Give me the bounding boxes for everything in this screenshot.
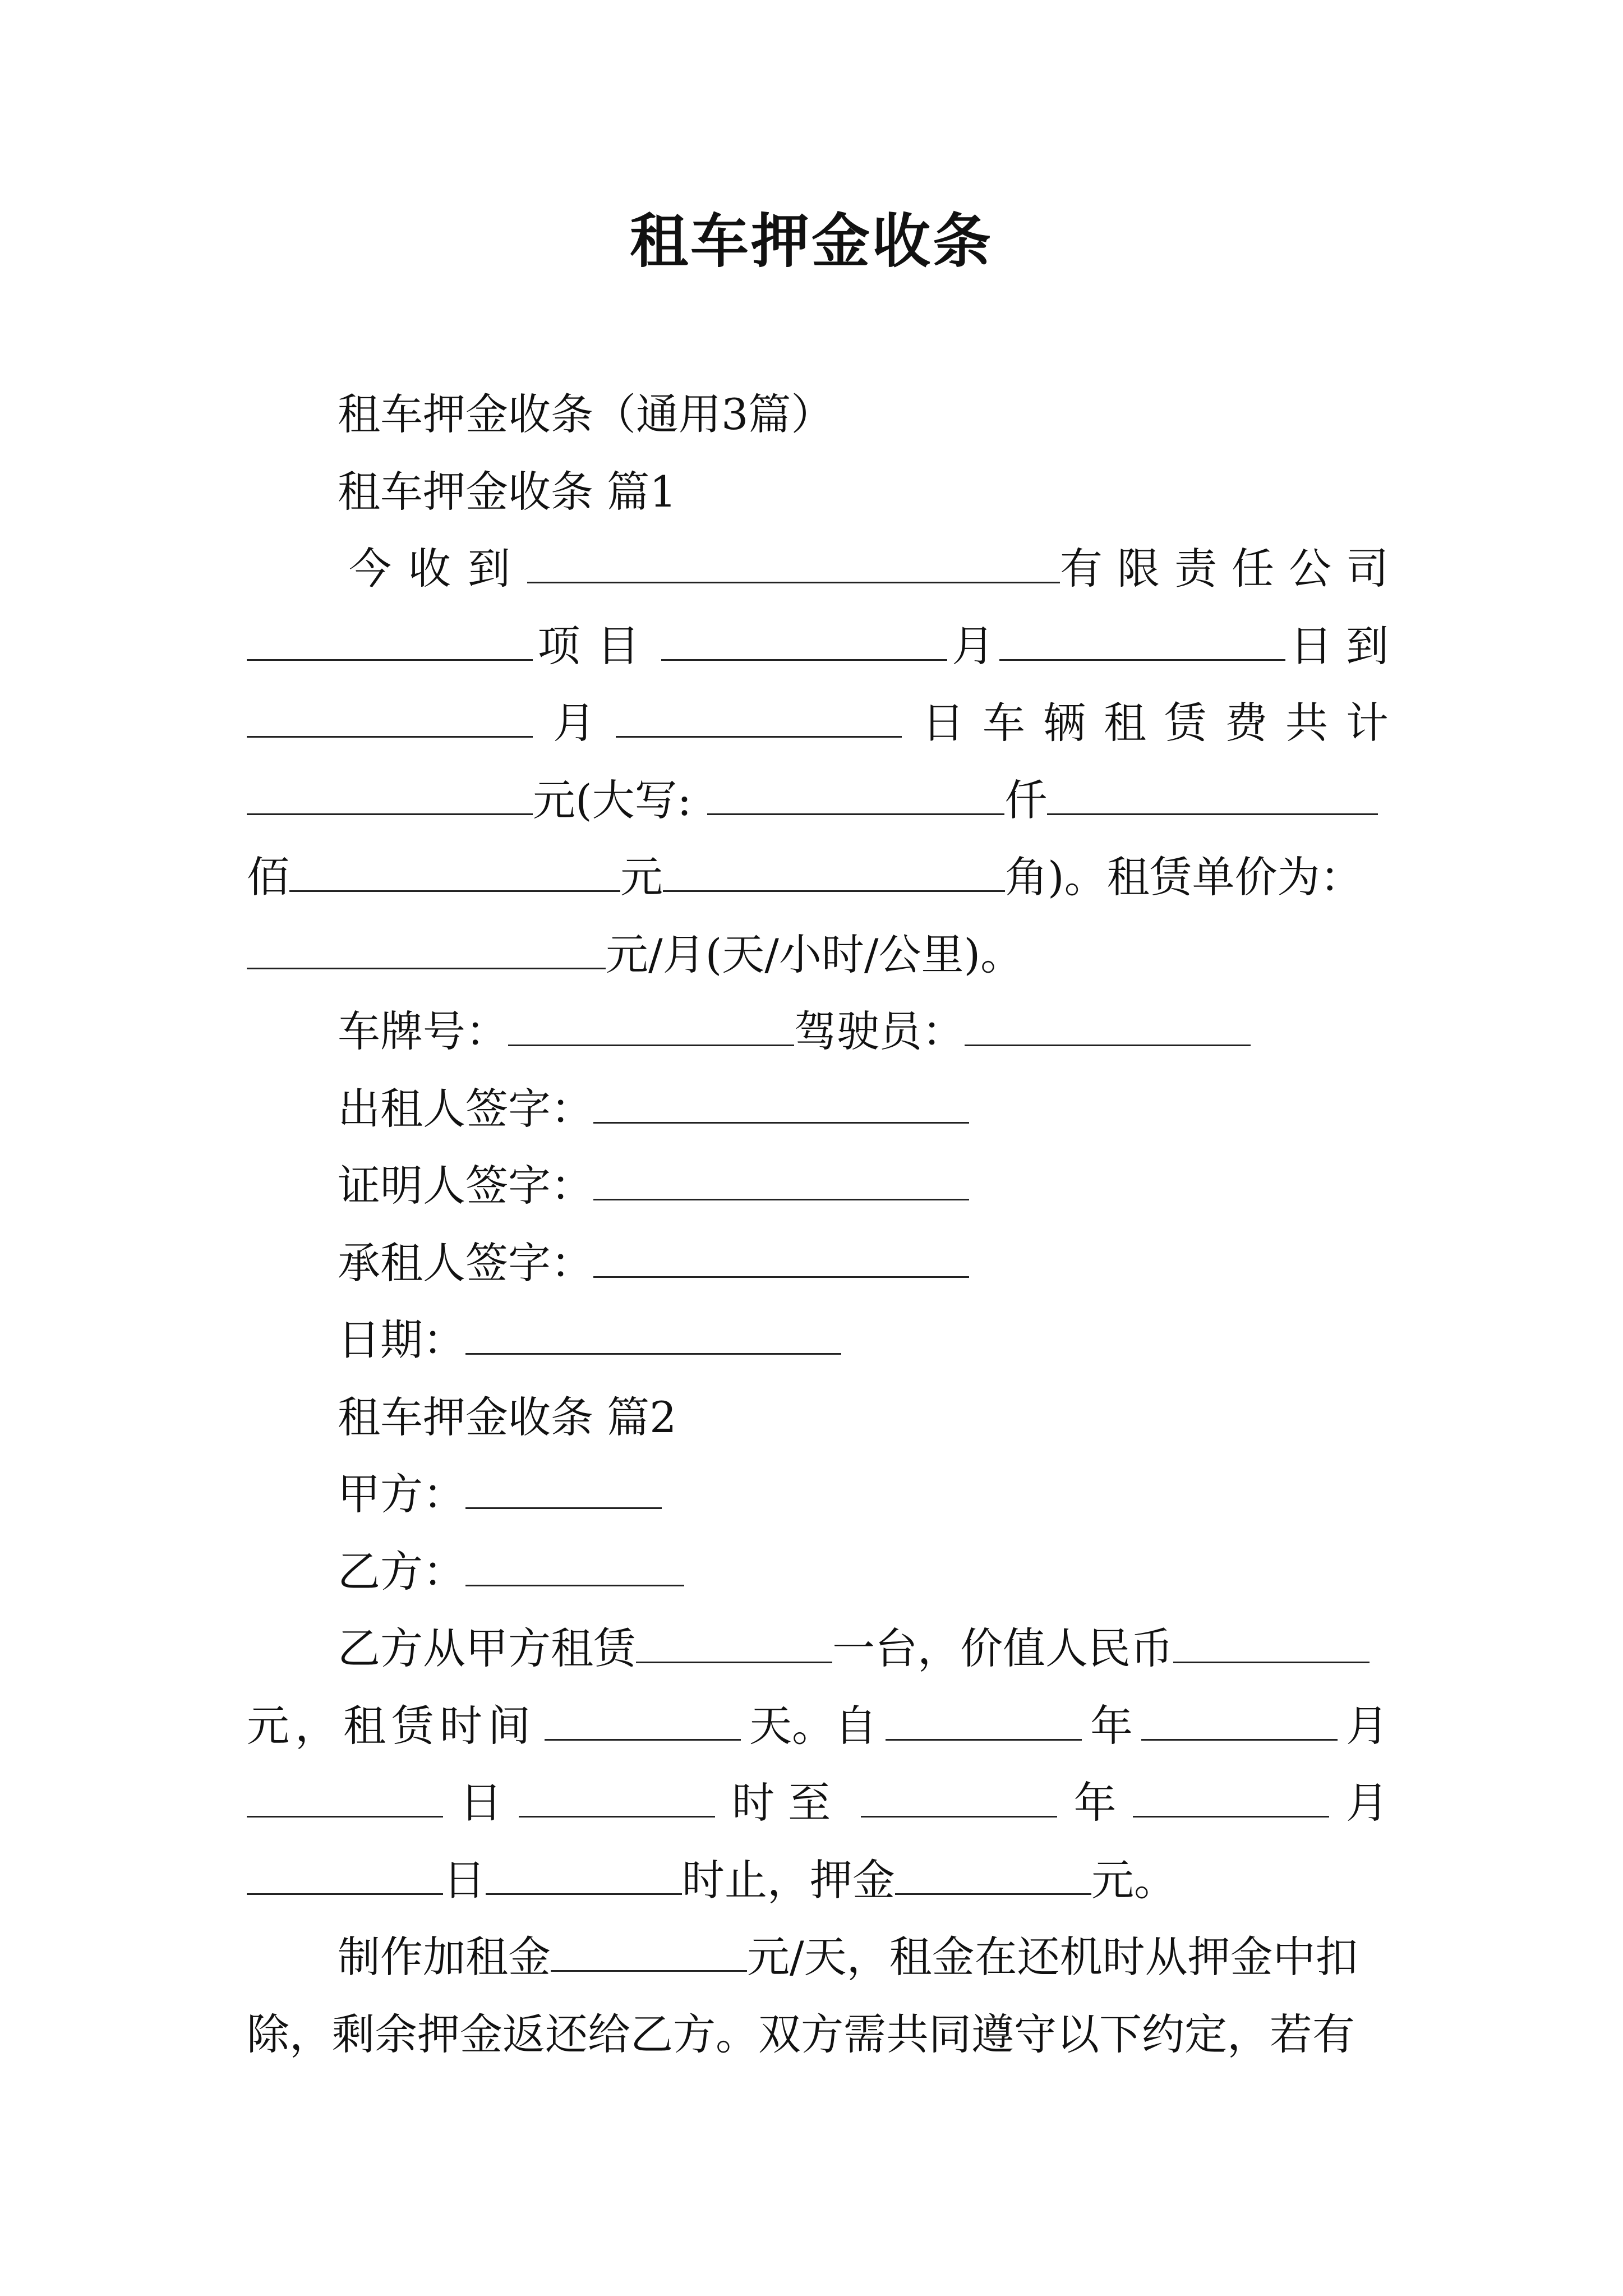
text: 月 — [1345, 1778, 1389, 1828]
qian-label: 仟 — [1004, 775, 1048, 825]
lessee-sign-label: 承租人签字： — [338, 1237, 593, 1288]
party-b-label: 乙方： — [338, 1546, 465, 1596]
party-a-label: 甲方： — [338, 1469, 465, 1519]
blank-field — [895, 1857, 1091, 1895]
text: 天。自 — [749, 1700, 877, 1751]
month-label: 月 — [553, 698, 596, 748]
lessee-sign-blank — [593, 1240, 969, 1278]
driver-blank — [965, 1009, 1251, 1046]
blank-field — [1173, 1626, 1370, 1663]
lessor-sign-label: 出租人签字： — [338, 1083, 593, 1134]
section-heading-1-text: 租车押金收条 篇1 — [338, 466, 677, 517]
yuan-daxie-label: 元(大写: — [533, 775, 692, 825]
blank-field — [999, 623, 1285, 661]
blank-field — [247, 623, 533, 661]
received-prefix: 今收到 — [349, 544, 527, 593]
paragraph-line — [247, 1687, 1389, 1765]
rental-fee-label: 日车辆租赁费共计 — [922, 698, 1407, 748]
blank-field — [636, 1626, 832, 1663]
text: 制作加租金 — [338, 1932, 551, 1982]
section-heading-1 — [247, 453, 1389, 531]
blank-field — [861, 1780, 1057, 1818]
blank-field — [247, 1857, 443, 1895]
witness-sign-label: 证明人签字： — [338, 1161, 593, 1211]
paragraph-line — [247, 762, 1389, 839]
section-heading-2 — [247, 1379, 1389, 1456]
text: 元，租赁时间 — [247, 1700, 536, 1751]
text: 时止，押金 — [682, 1855, 895, 1905]
blank-field — [616, 700, 902, 738]
text: 一台，价值人民币 — [832, 1623, 1173, 1673]
paragraph-line — [247, 1996, 1389, 2073]
blank-field — [247, 777, 533, 815]
section-heading-2-text: 租车押金收条 篇2 — [338, 1392, 677, 1442]
date-label: 日期： — [338, 1315, 465, 1365]
month-label: 月 — [952, 620, 995, 671]
text: 元/天，租金在还机时从押金中扣 — [747, 1932, 1358, 1982]
date-line — [247, 1301, 1389, 1379]
text: 元。 — [1091, 1855, 1177, 1905]
blank-field — [486, 1857, 682, 1895]
jiao-label: 角)。租赁单价为： — [1005, 852, 1363, 902]
text: 除，剩余押金返还给乙方。双方需共同遵守以下约定，若有 — [247, 2009, 1355, 2059]
unit-price-label: 元/月(天/小时/公里)。 — [606, 929, 1023, 979]
lessor-sign-line — [247, 1070, 1389, 1148]
lessor-sign-blank — [593, 1086, 969, 1124]
text: 年 — [1073, 1778, 1117, 1828]
paragraph-line — [247, 608, 1402, 685]
blank-field — [247, 932, 606, 969]
paragraph-line — [247, 1610, 1389, 1687]
party-b-blank — [465, 1549, 684, 1586]
project-label: 项目 — [537, 620, 657, 671]
yuan-label: 元 — [620, 852, 663, 902]
blank-field — [1141, 1703, 1338, 1741]
document-body — [247, 376, 1407, 2073]
blank-field — [1133, 1780, 1329, 1818]
day-to-label: 日到 — [1289, 620, 1402, 671]
party-a-blank — [465, 1471, 662, 1509]
text: 时至 — [732, 1778, 845, 1828]
text: 日 — [443, 1855, 486, 1905]
blank-field — [519, 1780, 715, 1818]
blank-field — [247, 700, 533, 738]
subtitle — [247, 376, 1389, 453]
paragraph-line — [247, 839, 1389, 916]
date-blank — [465, 1317, 841, 1355]
text: 年 — [1090, 1700, 1133, 1751]
party-a-line — [247, 1456, 1389, 1533]
plate-label: 车牌号： — [338, 1006, 508, 1056]
party-b-line — [247, 1533, 1389, 1611]
company-suffix: 有限责任公司 — [1060, 544, 1403, 593]
page-title: 租车押金收条 — [629, 206, 993, 275]
text: 月 — [1346, 1700, 1389, 1751]
witness-sign-blank — [593, 1163, 969, 1200]
blank-field — [289, 854, 620, 892]
blank-field — [661, 623, 947, 661]
paragraph-line — [247, 1842, 1389, 1919]
paragraph-line — [247, 1764, 1389, 1842]
blank-field — [545, 1703, 741, 1741]
company-blank — [527, 546, 1060, 583]
blank-field — [707, 777, 1004, 815]
witness-sign-line — [247, 1147, 1389, 1225]
paragraph-line — [247, 916, 1389, 993]
blank-field — [1047, 777, 1378, 815]
paragraph-line — [247, 1918, 1389, 1996]
text: 日 — [459, 1778, 502, 1828]
bai-label: 佰 — [247, 852, 289, 902]
subtitle-text: 租车押金收条（通用3篇） — [338, 389, 834, 439]
driver-label: 驾驶员： — [794, 1006, 965, 1056]
blank-field — [247, 1780, 443, 1818]
lessee-sign-line — [247, 1225, 1389, 1302]
plate-driver-line — [247, 993, 1389, 1070]
paragraph-line — [247, 684, 1407, 762]
plate-blank — [508, 1009, 794, 1046]
paragraph-line — [247, 530, 1403, 608]
text: 乙方从甲方租赁 — [338, 1623, 636, 1673]
blank-field — [886, 1703, 1082, 1741]
blank-field — [551, 1934, 747, 1972]
blank-field — [663, 854, 1005, 892]
